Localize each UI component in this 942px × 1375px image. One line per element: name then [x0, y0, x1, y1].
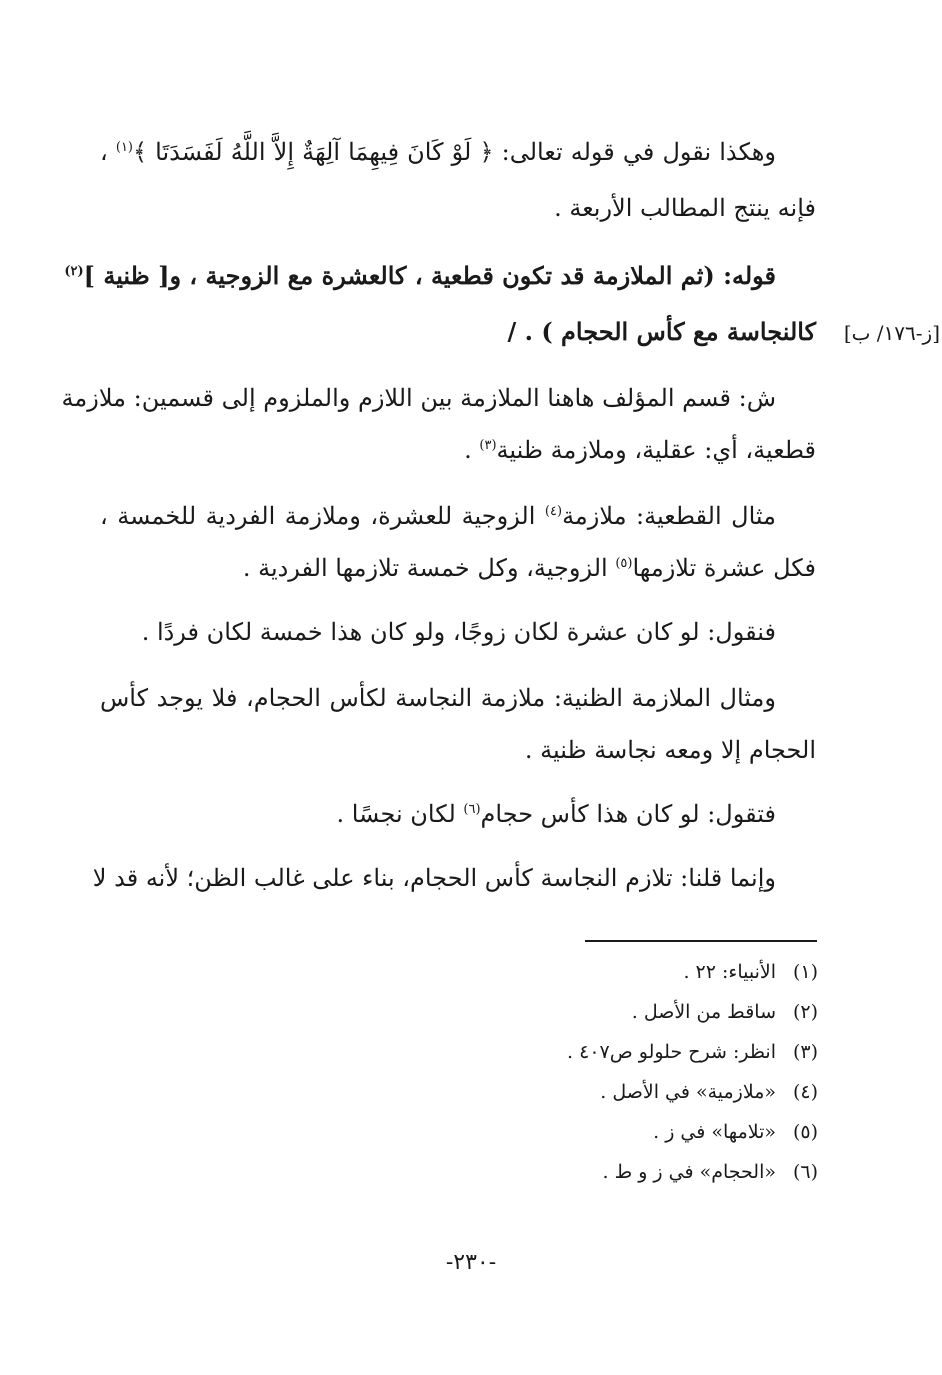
text-line-main: وإنما قلنا: تلازم النجاسة كأس الحجام، بناء على غالب الظن؛ لأنه قد لا [92, 864, 776, 892]
footnote-number: (٢) [792, 1001, 818, 1023]
text-line-tail: الزوجية للعشرة، وملازمة الفردية للخمسة ، [100, 502, 545, 530]
text-line-main: مثال القطعية: ملازمة [562, 502, 776, 530]
footnote [420, 1112, 818, 1152]
text-line: الحجام إلا ومعه نجاسة ظنية . [524, 736, 816, 764]
text-line [100, 674, 816, 722]
footnote-number: (٤) [792, 1081, 818, 1103]
text-line-tail: لكان نجسًا . [336, 800, 464, 828]
manuscript-folio-reference: [ز-١٧٦/ ب] [843, 321, 940, 345]
text-line [100, 128, 816, 176]
text-line [61, 374, 816, 422]
text-line-main: قوله: (ثم الملازمة قد تكون قطعية ، كالعشرة مع الزوجية ، و[ ظنية ] [83, 261, 776, 290]
text-line-main: فنقول: لو كان عشرة لكان زوجًا، ولو كان هذا خمسة لكان فردًا . [141, 618, 776, 646]
footnote [420, 1072, 818, 1112]
text-line [100, 426, 816, 474]
text-line [92, 854, 816, 902]
footnote-number: (٦) [792, 1161, 818, 1183]
text-line [100, 608, 816, 656]
footnote [420, 1152, 818, 1192]
text-line-tail: الزوجية، وكل خمسة تلازمها الفردية . [242, 554, 616, 582]
footnote-marker: (٤) [544, 504, 563, 519]
footnote-text: ساقط من الأصل . [631, 1001, 776, 1023]
footnote-text: «تلامها» في ز . [653, 1121, 776, 1143]
footnote-separator [585, 940, 817, 942]
footnote-text: انظر: شرح حلولو ص٤٠٧ . [567, 1041, 776, 1063]
text-line-main: ش: قسم المؤلف هاهنا الملازمة بين اللازم والملزوم إلى قسمين: ملازمة [61, 384, 776, 412]
text-line-tail: ، [100, 138, 116, 166]
footnote-marker: (٦) [463, 802, 481, 817]
text-line: كالنجاسة مع كأس الحجام ) . / [507, 317, 816, 346]
text-line [64, 252, 816, 300]
page-number: -٢٣٠- [445, 1250, 497, 1275]
footnote-marker: (٥) [615, 556, 633, 571]
footnote-text: الأنبياء: ٢٢ . [683, 961, 776, 983]
text-line: فإنه ينتج المطالب الأربعة . [554, 194, 816, 222]
text-line-main: فكل عشرة تلازمها [632, 554, 816, 582]
footnote-text: «ملازمية» في الأصل . [600, 1081, 776, 1103]
text-line-main: وهكذا نقول في قوله تعالى: ﴿ لَوْ كَانَ فِيهِمَا آلِهَةٌ إِلاَّ اللَّهُ لَفَسَدَتَا ﴾ [133, 138, 776, 166]
footnote-number: (٥) [792, 1121, 818, 1143]
footnote [420, 992, 818, 1032]
footnote-number: (١) [792, 961, 818, 983]
text-line-main: قطعية، أي: عقلية، وملازمة ظنية [496, 436, 816, 464]
footnote-marker: (٢) [64, 264, 84, 279]
text-line-main: ومثال الملازمة الظنية: ملازمة النجاسة لكأس الحجام، فلا يوجد كأس [100, 684, 776, 712]
text-line [100, 544, 816, 592]
text-line-main: فتقول: لو كان هذا كأس حجام [480, 800, 776, 828]
footnotes [420, 952, 818, 1192]
text-line [100, 492, 816, 540]
footnote-marker: (٣) [479, 438, 497, 453]
footnote-number: (٣) [792, 1041, 818, 1063]
footnote [420, 952, 818, 992]
footnote-marker: (١) [115, 140, 133, 155]
text-line [100, 790, 816, 838]
text-line-tail: . [464, 436, 480, 464]
footnote-text: «الحجام» في ز و ط . [602, 1161, 776, 1183]
footnote [420, 1032, 818, 1072]
